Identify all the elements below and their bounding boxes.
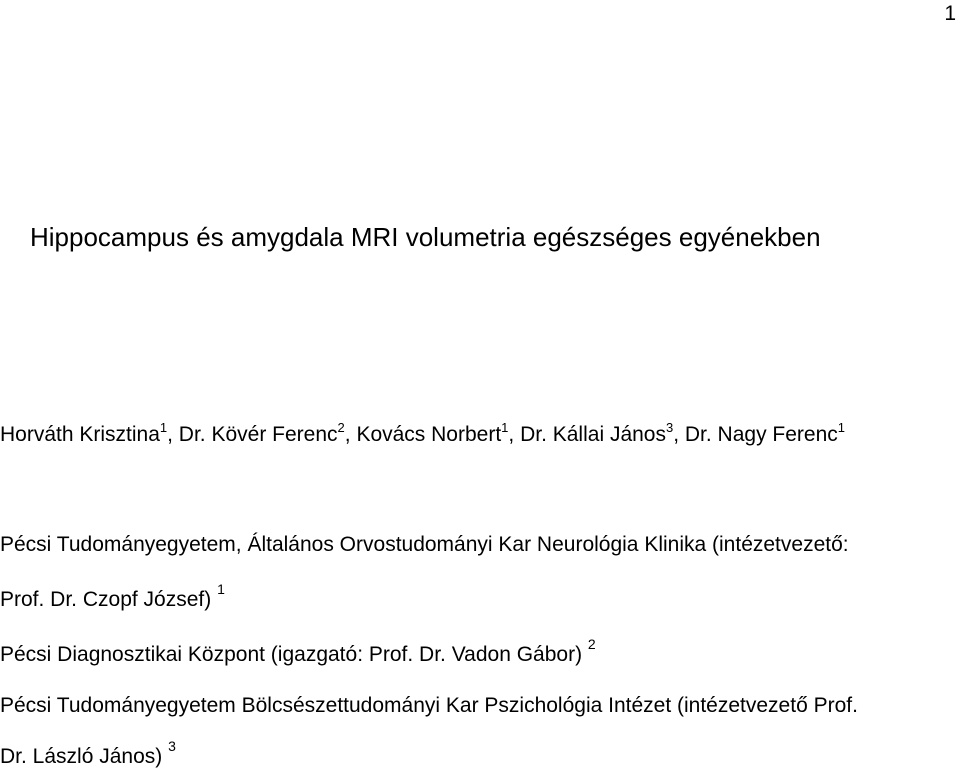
affiliation-3-line-2 [0,738,176,769]
affiliation-3-line-1: Pécsi Tudományegyetem Bölcsészettudományi Kar Pszichológia Intézet (intézetvezető Prof. [0,694,858,717]
author-list [0,420,846,447]
author-separator: , [344,423,357,446]
author-affiliation-mark: 2 [337,420,345,435]
paper-title: Hippocampus és amygdala MRI volumetria egészséges egyénekben [30,222,821,252]
author-affiliation-mark: 1 [159,420,168,435]
author-affiliation-mark: 1 [501,420,509,435]
author-separator: , [167,423,179,446]
author-name: Dr. Nagy Ferenc [684,423,838,446]
affiliation-mark: 2 [587,636,596,652]
author-separator: , [508,423,521,446]
author-affiliation-mark: 1 [837,420,846,435]
author-name: Dr. Kövér Ferenc [178,423,338,446]
page-number: 1 [944,2,956,25]
author-name: Kovács Norbert [356,423,502,446]
author-name: Horváth Krisztina [0,423,160,446]
affiliation-text: Pécsi Diagnosztikai Központ (igazgató: Prof. Dr. Vadon Gábor) [0,643,583,666]
author-affiliation-mark: 3 [665,420,674,435]
author-separator: , [673,423,685,446]
affiliation-mark: 1 [217,581,225,597]
author-name: Dr. Kállai János [520,423,666,446]
affiliation-1-line-2 [0,581,225,612]
affiliation-text: Prof. Dr. Czopf József) [0,588,212,611]
affiliation-2 [0,636,596,667]
affiliation-1-line-1: Pécsi Tudományegyetem, Általános Orvostudományi Kar Neurológia Klinika (intézetvezető: [0,533,849,556]
affiliation-text: Dr. László János) [0,745,163,768]
affiliation-mark: 3 [168,738,176,754]
